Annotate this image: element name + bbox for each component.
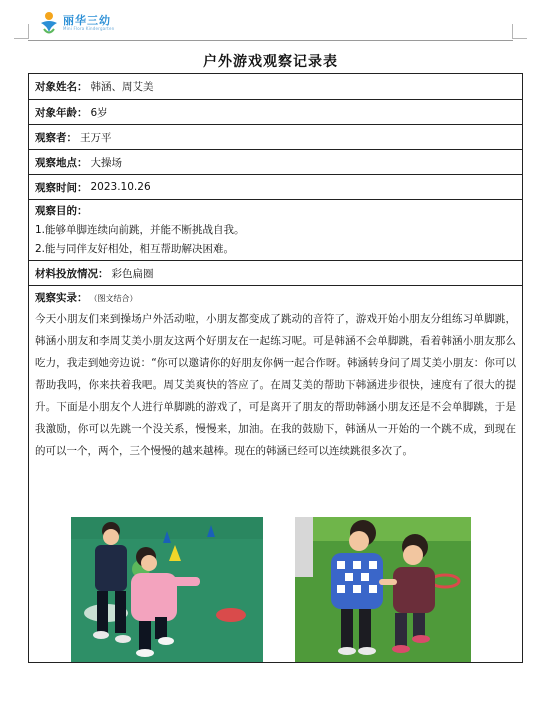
kindergarten-logo-icon bbox=[38, 10, 60, 36]
crop-mark-right bbox=[512, 24, 527, 39]
brand-name: 丽华三幼 bbox=[63, 14, 111, 27]
photo-1 bbox=[71, 517, 263, 662]
observer-value: 王万平 bbox=[80, 131, 112, 144]
row-place bbox=[29, 150, 522, 175]
time-label: 观察时间： bbox=[35, 181, 88, 194]
header-divider bbox=[28, 40, 513, 41]
materials-value: 彩色扁圈 bbox=[111, 267, 154, 280]
brand bbox=[63, 15, 114, 31]
photo-kids-hopping-together bbox=[71, 517, 263, 662]
name-value: 韩涵、周艾美 bbox=[90, 81, 154, 93]
photo-2 bbox=[295, 517, 471, 662]
time-value: 2023.10.26 bbox=[90, 181, 151, 193]
crop-mark-left bbox=[14, 24, 29, 39]
page-title: 户外游戏观察记录表 bbox=[203, 54, 338, 70]
photo-kids-holding-hands bbox=[295, 517, 471, 662]
observer-label: 观察者： bbox=[35, 131, 77, 144]
row-age bbox=[29, 100, 522, 125]
name-label: 对象姓名： bbox=[35, 81, 88, 93]
brand-sub: Mini Flora Kindergarten bbox=[63, 26, 115, 31]
place-value: 大操场 bbox=[90, 156, 122, 169]
observation-text: 今天小朋友们来到操场户外活动啦，小朋友都变成了跳动的音符了，游戏开始小朋友分组练习单脚跳，韩涵小朋友和李周艾美小朋友这两个好朋友在一起练习呢。可是韩涵不会单脚跳，看着韩涵小朋友那么吃力，我走到她旁边说：“你可以邀请你的好朋友你俩一起合作呀。韩涵转身问了周艾美小朋友：你可以帮助我吗，你来扶着我吧。周艾美爽快的答应了。在周艾美的帮助下韩涵进步很快，速度有了很大的提升。下面是小朋友个人进行单脚跳的游戏了，可是离开了朋友的帮助韩涵小朋友还是不会单脚跳，于是我激励，你可以先跳一个没关系，慢慢来，加油。在我的鼓励下，韩涵从一开始的一个跳不成，到现在的可以一个，两个，三个慢慢的越来越棒。现在的韩涵已经可以连续跳很多次了。 bbox=[35, 313, 516, 457]
row-name bbox=[29, 74, 522, 100]
age-value: 6岁 bbox=[90, 106, 108, 119]
age-label: 对象年龄： bbox=[35, 106, 88, 119]
purpose-item-2: 2.能与同伴友好相处，相互帮助解决困难。 bbox=[35, 243, 235, 255]
materials-label: 材料投放情况： bbox=[35, 267, 109, 280]
row-purpose bbox=[29, 200, 522, 261]
observation-note: （图文结合） bbox=[93, 294, 138, 303]
row-observer bbox=[29, 125, 522, 150]
row-time bbox=[29, 175, 522, 200]
observation-label: 观察实录： bbox=[35, 292, 88, 304]
row-materials bbox=[29, 261, 522, 286]
purpose-label: 观察目的： bbox=[35, 205, 88, 217]
purpose-item-1: 1.能够单脚连续向前跳，并能不断挑战自我。 bbox=[35, 224, 245, 236]
place-label: 观察地点： bbox=[35, 156, 88, 169]
page-header bbox=[38, 10, 114, 36]
